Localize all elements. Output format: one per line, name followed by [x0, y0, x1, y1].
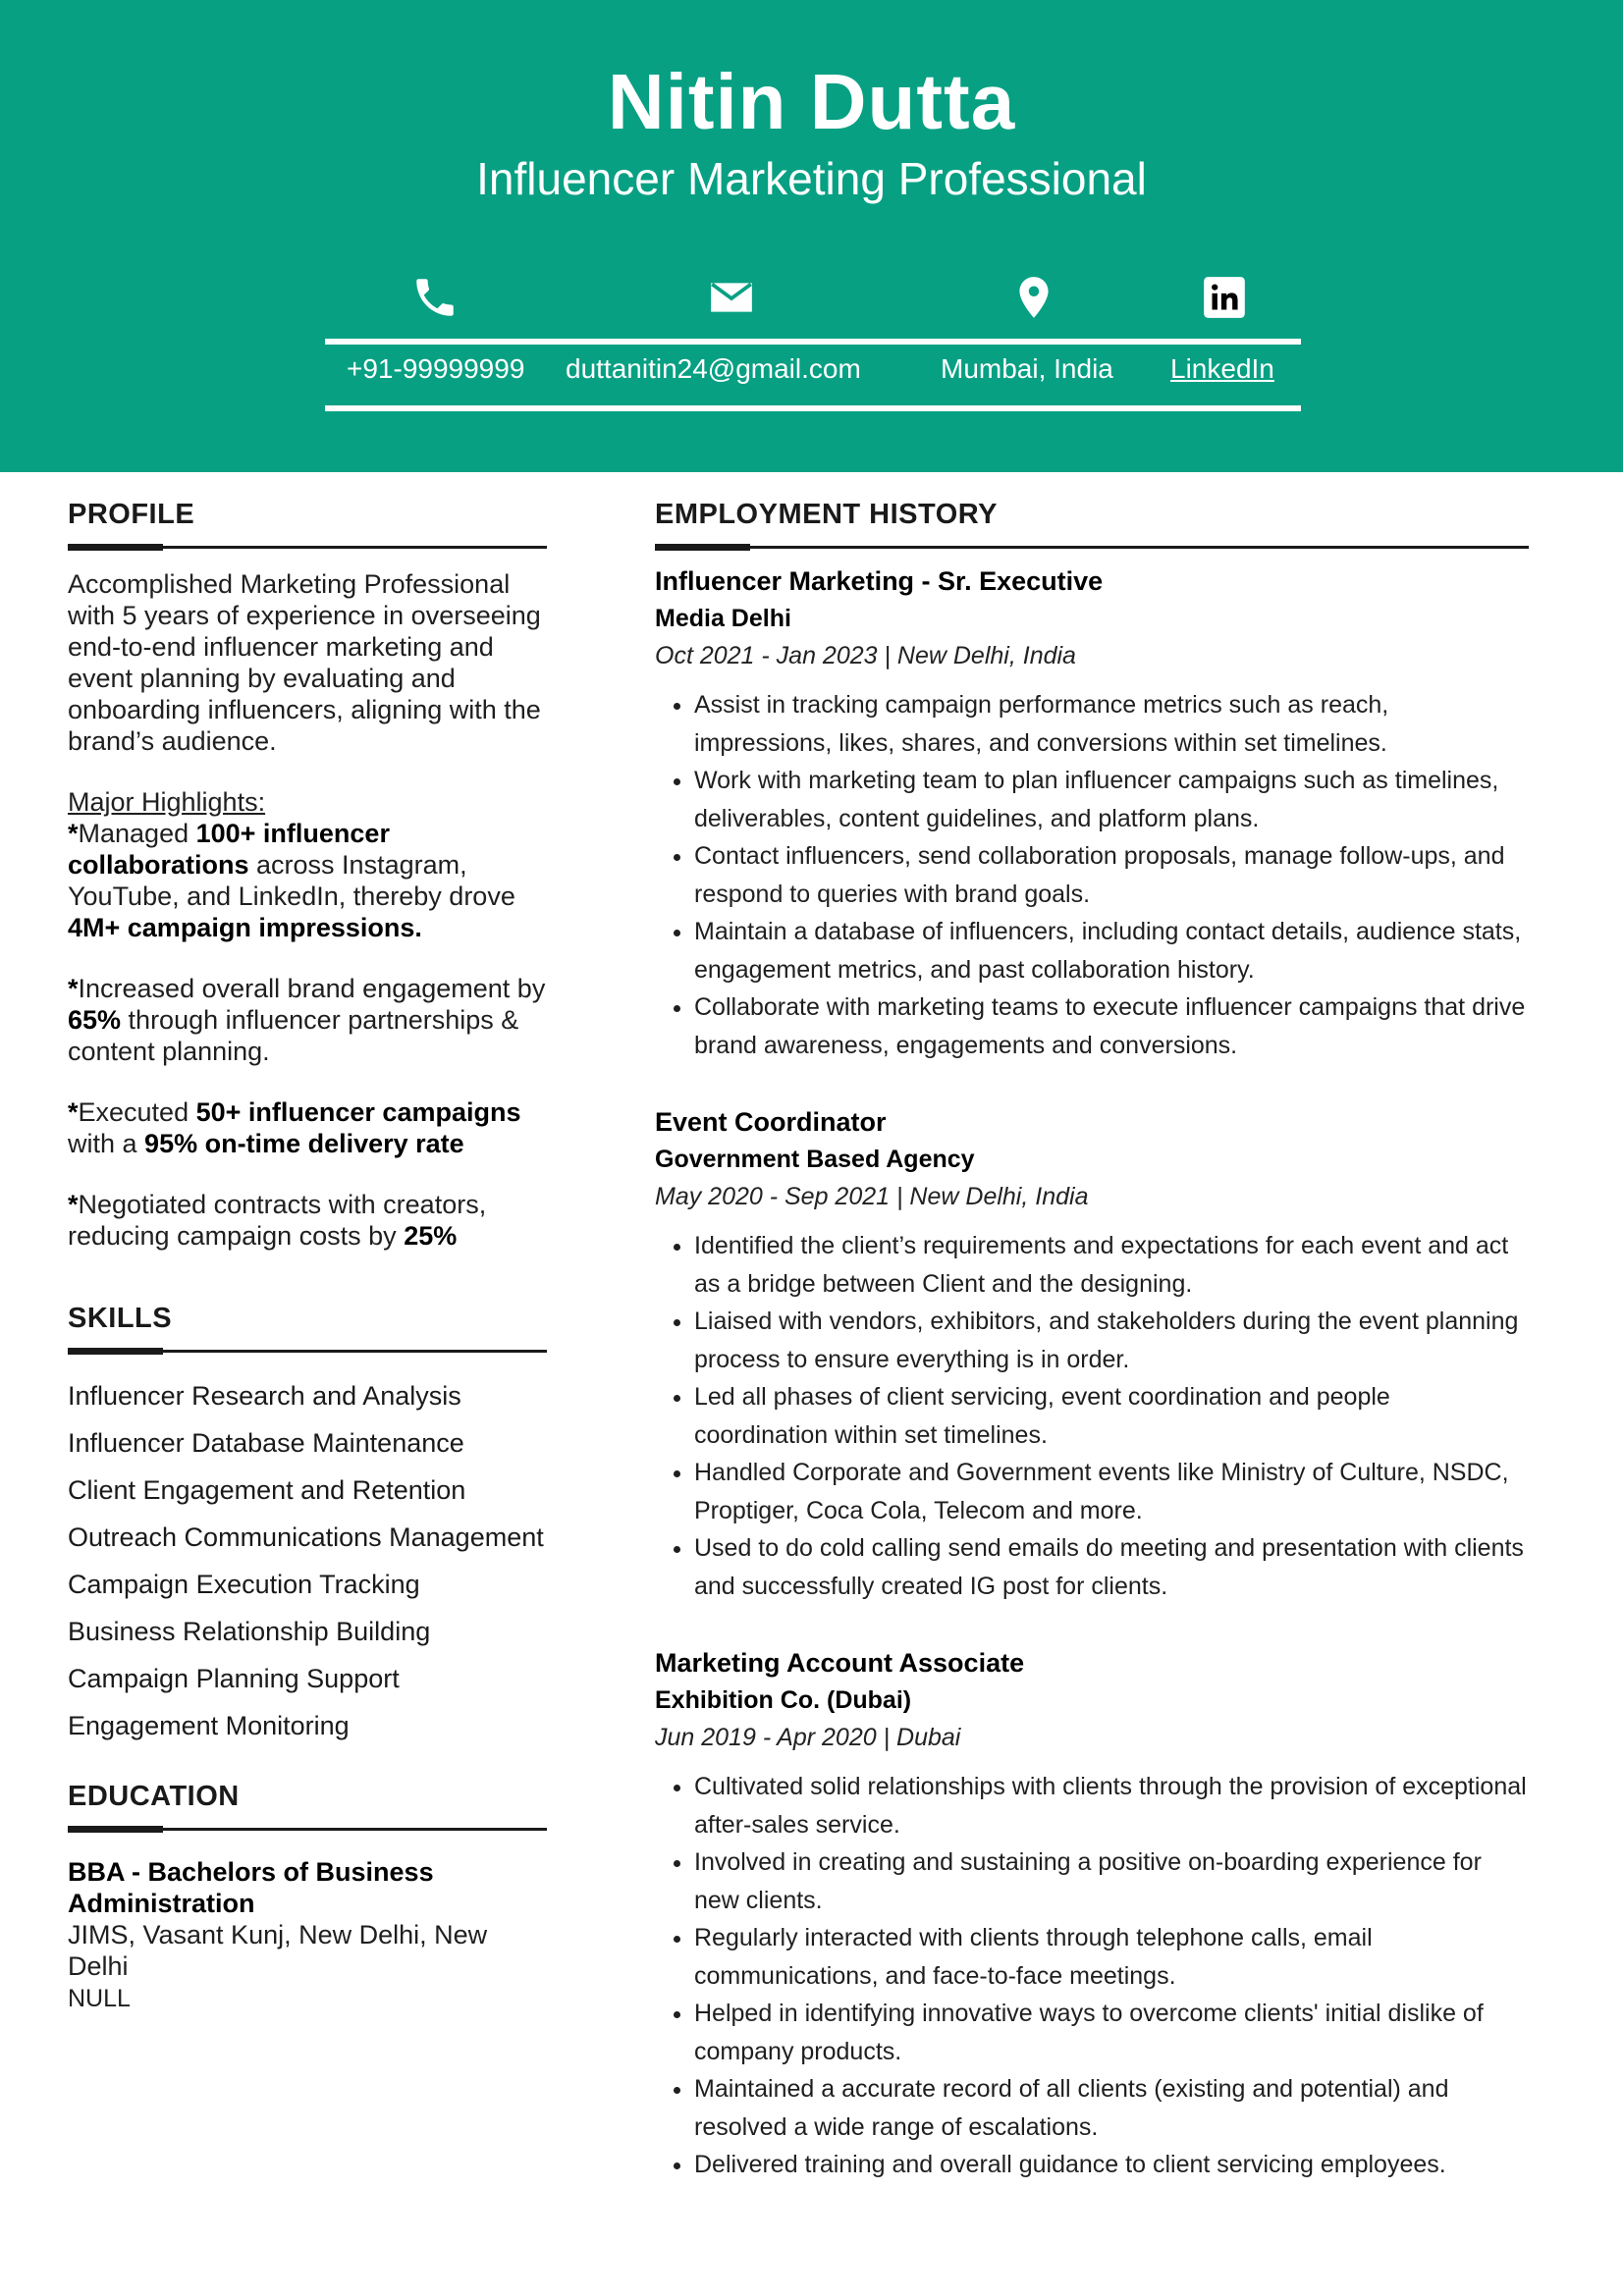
job-entry [655, 1105, 1529, 1605]
email-icon [707, 273, 756, 322]
skills-list [68, 1380, 547, 1741]
job-bullets [655, 686, 1529, 1064]
contact-divider-bottom [325, 405, 1301, 411]
contact-divider-top [325, 339, 1301, 345]
skill-item: Campaign Planning Support [68, 1664, 400, 1693]
employment-heading-rule [655, 546, 1529, 549]
job-bullet: • Maintain a database of influencers, including contact details, audience stats, engagement metrics, and past collaboration history. [694, 913, 1529, 988]
job-bullet: • Work with marketing team to plan influencer campaigns such as timelines, deliverables, content guidelines, and platform plans. [694, 762, 1529, 837]
location-pin-icon [1009, 273, 1058, 322]
highlight-bold-text: 65% [68, 1005, 122, 1035]
job-bullet: • Identified the client’s requirements and expectations for each event and act as a bridge between Client and the designing. [694, 1227, 1529, 1303]
education-section [68, 1781, 547, 2015]
highlights-title: Major Highlights: [68, 787, 266, 817]
skills-section [68, 1303, 547, 1741]
highlight-bold-text: * [68, 819, 79, 848]
phone-text: +91-99999999 [347, 353, 525, 384]
job-bullets [655, 1227, 1529, 1605]
highlight-bold-text: 100+ influencer collaborations [68, 819, 390, 880]
skill-item: Outreach Communications Management [68, 1522, 544, 1552]
highlight-bold-text: * [68, 974, 79, 1003]
job-bullet: • Collaborate with marketing teams to execute influencer campaigns that drive brand awareness, engagements and conversions. [694, 988, 1529, 1064]
skill-item: Client Engagement and Retention [68, 1475, 466, 1505]
linkedin-link[interactable]: LinkedIn [1170, 353, 1274, 384]
job-bullet: • Handled Corporate and Government events like Ministry of Culture, NSDC, Proptiger, Coca Cola, Telecom and more. [694, 1454, 1529, 1529]
job-title: Event Coordinator [655, 1107, 887, 1137]
highlight-text: with a [68, 1129, 145, 1158]
highlight-text: Increased overall brand engagement by [78, 974, 546, 1003]
profile-summary: Accomplished Marketing Professional with 5 years of experience in overseeing end-to-end influencer marketing and event planning by evaluating and onboarding influencers, aligning with the brand’s audience. [68, 569, 541, 756]
education-heading-rule [68, 1828, 547, 1831]
job-entry [655, 1646, 1529, 2184]
left-column [68, 499, 547, 2015]
header-banner [0, 0, 1623, 472]
email-text: duttanitin24@gmail.com [566, 353, 861, 384]
highlight-bold-text: 50+ influencer campaigns [195, 1097, 521, 1127]
job-bullet: • Contact influencers, send collaboration proposals, manage follow-ups, and respond to queries with brand goals. [694, 837, 1529, 913]
job-title: Marketing Account Associate [655, 1648, 1025, 1678]
job-bullet: • Cultivated solid relationships with clients through the provision of exceptional after-sales service. [694, 1768, 1529, 1843]
employment-list [655, 564, 1529, 2184]
profile-heading-rule [68, 546, 547, 549]
linkedin-icon [1200, 273, 1249, 322]
highlight-item [68, 818, 547, 943]
job-dates: May 2020 - Sep 2021 | New Delhi, India [655, 1183, 1089, 1210]
job-bullet: • Helped in identifying innovative ways to overcome clients' initial dislike of company products. [694, 1995, 1529, 2070]
job-dates: Jun 2019 - Apr 2020 | Dubai [655, 1724, 961, 1751]
skill-item: Influencer Database Maintenance [68, 1428, 464, 1458]
job-title: Influencer Marketing - Sr. Executive [655, 566, 1104, 596]
highlight-bold-text: * [68, 1190, 79, 1219]
job-company: Government Based Agency [655, 1146, 975, 1173]
job-entry [655, 564, 1529, 1064]
job-company: Media Delhi [655, 605, 791, 632]
highlight-item [68, 1096, 547, 1159]
highlight-text: through influencer partnerships & content planning. [68, 1005, 519, 1066]
candidate-name: Nitin Dutta [607, 58, 1016, 145]
job-bullets [655, 1768, 1529, 2184]
highlight-bold-text: * [68, 1097, 79, 1127]
highlight-text: Executed [78, 1097, 196, 1127]
highlights-list [68, 818, 547, 1252]
highlight-bold-text: 4M+ campaign impressions. [68, 913, 422, 942]
job-bullet: • Liaised with vendors, exhibitors, and stakeholders during the event planning process to ensure everything is in order. [694, 1303, 1529, 1378]
skill-item: Campaign Execution Tracking [68, 1570, 420, 1599]
phone-icon [410, 273, 460, 322]
education-extra: NULL [68, 1985, 131, 2012]
education-school: JIMS, Vasant Kunj, New Delhi, New Delhi [68, 1920, 488, 1981]
candidate-title: Influencer Marketing Professional [476, 153, 1147, 204]
profile-section [68, 499, 547, 1252]
right-column [655, 499, 1529, 2184]
job-company: Exhibition Co. (Dubai) [655, 1686, 912, 1714]
job-bullet: • Led all phases of client servicing, event coordination and people coordination within set timelines. [694, 1378, 1529, 1454]
job-bullet: • Involved in creating and sustaining a positive on-boarding experience for new clients. [694, 1843, 1529, 1919]
highlight-text: across Instagram, YouTube, and LinkedIn, thereby drove [68, 850, 515, 911]
highlight-bold-text: 25% [404, 1221, 458, 1251]
skills-heading-rule [68, 1350, 547, 1353]
skill-item: Business Relationship Building [68, 1617, 431, 1646]
skill-item: Influencer Research and Analysis [68, 1381, 461, 1411]
skill-item: Engagement Monitoring [68, 1711, 350, 1740]
job-dates: Oct 2021 - Jan 2023 | New Delhi, India [655, 642, 1076, 669]
highlight-item [68, 1189, 547, 1252]
highlight-text: Managed [78, 819, 196, 848]
job-bullet: • Used to do cold calling send emails do meeting and presentation with clients and successfully created IG post for clients. [694, 1529, 1529, 1605]
education-heading: EDUCATION [68, 1781, 240, 1812]
job-bullet: • Delivered training and overall guidance to client servicing employees. [694, 2146, 1529, 2184]
highlight-item [68, 973, 547, 1067]
profile-heading: PROFILE [68, 499, 195, 530]
employment-heading: EMPLOYMENT HISTORY [655, 499, 998, 530]
skills-heading: SKILLS [68, 1303, 173, 1334]
education-degree: BBA - Bachelors of Business Administration [68, 1857, 434, 1918]
job-bullet: • Assist in tracking campaign performance metrics such as reach, impressions, likes, shares, and conversions within set timelines. [694, 686, 1529, 762]
location-text: Mumbai, India [941, 353, 1113, 384]
job-bullet: • Maintained a accurate record of all clients (existing and potential) and resolved a wide range of escalations. [694, 2070, 1529, 2146]
job-bullet: • Regularly interacted with clients through telephone calls, email communications, and face-to-face meetings. [694, 1919, 1529, 1995]
highlight-text: Negotiated contracts with creators, reducing campaign costs by [68, 1190, 487, 1251]
highlight-bold-text: 95% on-time delivery rate [144, 1129, 464, 1158]
